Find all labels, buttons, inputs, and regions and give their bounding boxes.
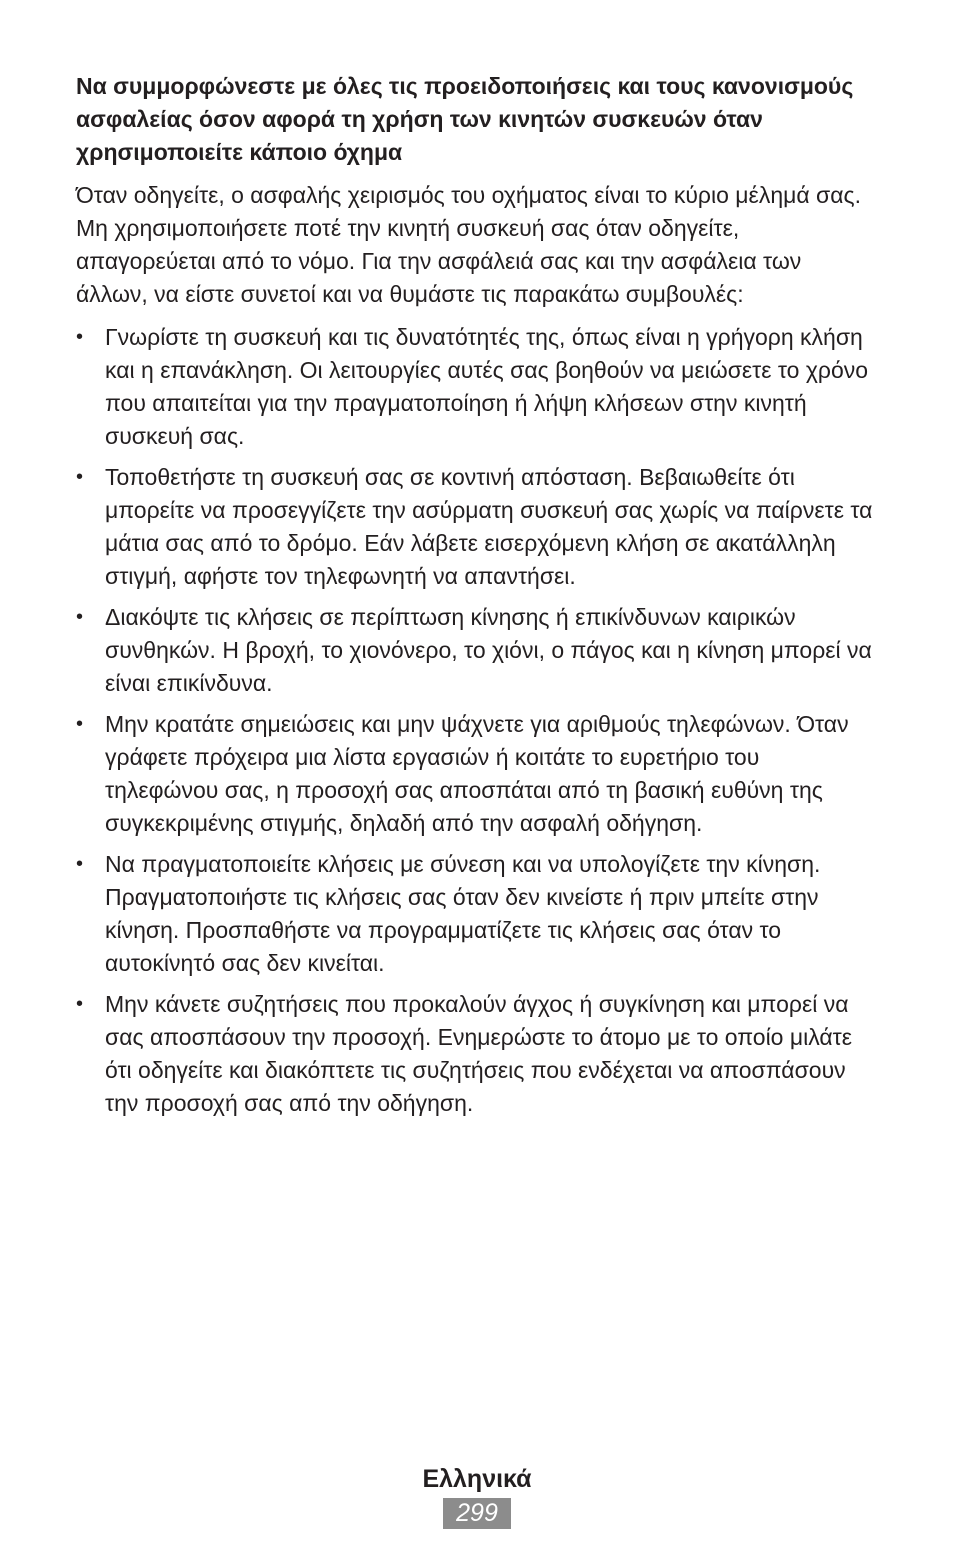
list-item-text: Γνωρίστε τη συσκευή και τις δυνατότητές της, όπως είναι η γρήγορη κλήση και η επανάκληση. Οι λειτουργίες αυτές σας βοηθούν να μειώσετε το χρόνο που απαιτείται για την πραγματοποίηση ή λήψη κλήσεων στην κινητή συσκευή σας. [105,324,869,449]
page-footer [0,1462,954,1529]
bullet-icon: • [76,606,84,628]
bullet-icon: • [76,326,84,348]
section-heading: Να συμμορφώνεστε με όλες τις προειδοποιήσεις και τους κανονισμούς ασφαλείας όσον αφορά τη χρήση των κινητών συσκευών όταν χρησιμοποιείτε κάποιο όχημα [76,73,854,165]
bullet-icon: • [76,466,84,488]
page-content [76,70,876,1128]
page-number: 299 [443,1498,511,1529]
list-item [76,988,876,1120]
bullet-icon: • [76,853,84,875]
list-item [76,848,876,980]
list-item-text: Διακόψτε τις κλήσεις σε περίπτωση κίνησης ή επικίνδυνων καιρικών συνθηκών. Η βροχή, το χιονόνερο, το χιόνι, ο πάγος και η κίνηση μπορεί να είναι επικίνδυνα. [105,604,872,696]
list-item [76,601,876,700]
list-item [76,708,876,840]
language-label: Ελληνικά [422,1465,532,1493]
list-item-text: Μην κάνετε συζητήσεις που προκαλούν άγχος ή συγκίνηση και μπορεί να σας αποσπάσουν την προσοχή. Ενημερώστε το άτομο με το οποίο μιλάτε ότι οδηγείτε και διακόπτετε τις συζητήσεις που ενδέχεται να αποσπάσουν την προσοχή σας από την οδήγηση. [105,991,853,1116]
bullet-icon: • [76,713,84,735]
list-item-text: Μην κρατάτε σημειώσεις και μην ψάχνετε για αριθμούς τηλεφώνων. Όταν γράφετε πρόχειρα μια λίστα εργασιών ή κοιτάτε το ευρετήριο του τηλεφώνου σας, η προσοχή σας αποσπάται από τη βασική ευθύνη της συγκεκριμένης στιγμής, δηλαδή από την ασφαλή οδήγηση. [105,711,849,836]
intro-paragraph: Όταν οδηγείτε, ο ασφαλής χειρισμός του οχήματος είναι το κύριο μέλημά σας. Μη χρησιμοποιήσετε ποτέ την κινητή συσκευή σας όταν οδηγείτε, απαγορεύεται από το νόμο. Για την ασφάλειά σας και την ασφάλεια των άλλων, να είστε συνετοί και να θυμάστε τις παρακάτω συμβουλές: [76,182,862,307]
bullet-icon: • [76,993,84,1015]
list-item-text: Τοποθετήστε τη συσκευή σας σε κοντινή απόσταση. Βεβαιωθείτε ότι μπορείτε να προσεγγίζετε την ασύρματη συσκευή σας χωρίς να παίρνετε τα μάτια σας από το δρόμο. Εάν λάβετε εισερχόμενη κλήση σε ακατάλληλη στιγμή, αφήστε τον τηλεφωνητή να απαντήσει. [105,464,873,589]
list-item [76,461,876,593]
list-item [76,321,876,453]
advice-list [76,321,876,1120]
list-item-text: Να πραγματοποιείτε κλήσεις με σύνεση και να υπολογίζετε την κίνηση. Πραγματοποιήστε τις κλήσεις σας όταν δεν κινείστε ή πριν μπείτε στην κίνηση. Προσπαθήστε να προγραμματίζετε τις κλήσεις σας όταν το αυτοκίνητό σας δεν κινείται. [105,851,821,976]
